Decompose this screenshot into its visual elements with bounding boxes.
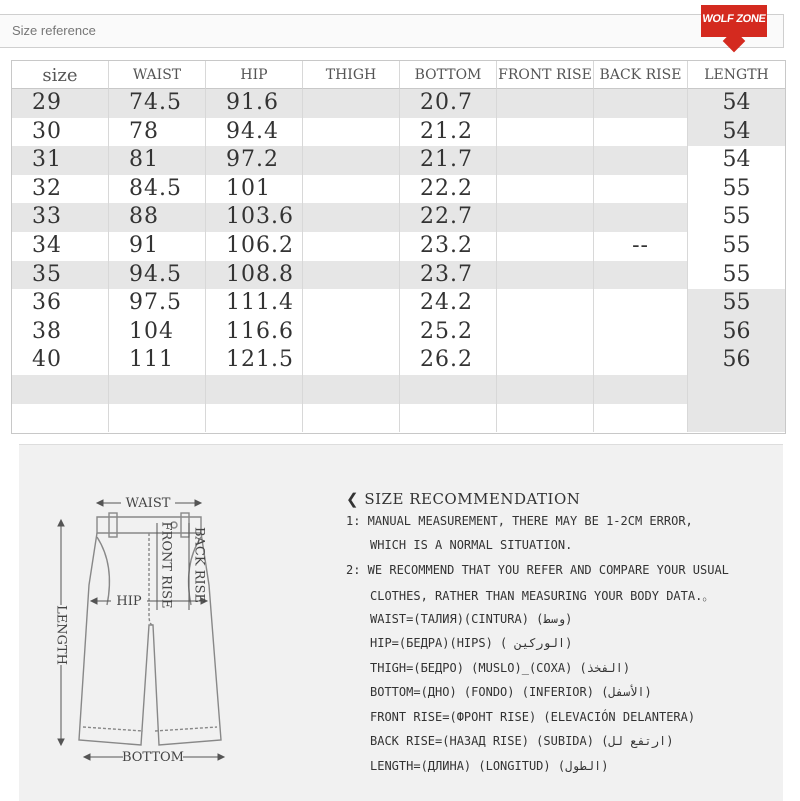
cell-length: 54 <box>722 90 751 115</box>
cell-bottom: 20.7 <box>420 90 473 115</box>
table-cell <box>12 146 109 175</box>
table-cell <box>12 203 109 232</box>
diagram-waist-label: WAIST <box>125 496 171 511</box>
cell-waist: 97.5 <box>129 290 182 316</box>
table-cell <box>303 346 400 375</box>
col-header-hip: HIP <box>240 67 268 83</box>
table-cell <box>109 318 206 347</box>
diagram-front-rise-label: FRONT RISE <box>158 521 174 609</box>
header-title: Size reference <box>12 23 96 38</box>
table-cell <box>12 118 109 147</box>
recommendation-title-text: SIZE RECOMMENDATION <box>364 490 581 508</box>
table-cell <box>497 89 594 118</box>
table-cell <box>303 118 400 147</box>
col-header-waist: WAIST <box>132 67 182 83</box>
table-cell <box>400 175 497 204</box>
cell-waist: 84.5 <box>129 175 182 201</box>
cell-waist: 88 <box>129 204 159 230</box>
table-cell <box>303 404 400 433</box>
table-cell <box>303 289 400 318</box>
cell-size: 36 <box>32 290 62 316</box>
table-row <box>12 346 785 375</box>
table-cell <box>497 118 594 147</box>
cell-bottom: 21.7 <box>420 147 473 173</box>
table-cell <box>594 404 688 433</box>
table-cell <box>206 203 303 232</box>
table-cell <box>400 346 497 375</box>
cell-waist: 94.5 <box>129 261 182 287</box>
recommendation-line: WAIST=(ТАЛИЯ)(CINTURA) (وسط) <box>370 612 573 626</box>
cell-waist: 78 <box>129 118 159 144</box>
table-cell <box>12 375 109 404</box>
table-cell <box>109 118 206 147</box>
table-cell <box>12 175 109 204</box>
recommendation-line: BACK RISE=(НАЗАД RISE) (SUBIDA) (ارتفع لل) <box>370 734 674 748</box>
cell-size: 38 <box>32 318 62 344</box>
table-cell <box>497 146 594 175</box>
table-cell <box>497 175 594 204</box>
table-cell <box>400 375 497 404</box>
col-header-thigh: THIGH <box>325 67 377 83</box>
cell-bottom: 24.2 <box>420 290 473 316</box>
table-cell <box>594 289 688 318</box>
table-cell <box>497 346 594 375</box>
recommendation-line: WHICH IS A NORMAL SITUATION. <box>370 538 573 552</box>
table-cell <box>109 261 206 290</box>
table-cell <box>497 289 594 318</box>
table-cell <box>12 89 109 118</box>
table-row <box>12 118 785 147</box>
diagram-length-label: LENGTH <box>53 605 69 665</box>
brand-logo <box>701 5 767 43</box>
cell-back-rise: -- <box>632 233 649 258</box>
table-cell <box>497 375 594 404</box>
recommendation-line: FRONT RISE=(ФРОНТ RISE) (ELEVACIÓN DELANTERA) <box>370 710 696 724</box>
recommendation-line: LENGTH=(ДЛИНА) (LONGITUD) (الطول) <box>370 759 609 773</box>
table-row <box>12 232 785 261</box>
cell-length: 56 <box>722 318 751 344</box>
table-cell <box>497 318 594 347</box>
cell-length: 54 <box>722 118 751 144</box>
table-cell <box>400 404 497 433</box>
table-cell <box>109 203 206 232</box>
col-header-length: LENGTH <box>704 67 769 83</box>
recommendation-line: HIP=(БЕДРА)(HIPS) ( الوركين) <box>370 636 573 650</box>
table-cell <box>497 232 594 261</box>
table-cell <box>206 318 303 347</box>
table-cell <box>497 261 594 290</box>
recommendation-line: CLOTHES, RATHER THAN MEASURING YOUR BODY DATA.。 <box>370 589 715 603</box>
cell-hip: 94.4 <box>226 118 279 144</box>
chevron-left-icon: ❮ <box>346 490 360 508</box>
table-cell <box>109 175 206 204</box>
cell-hip: 116.6 <box>226 318 294 344</box>
table-cell <box>497 404 594 433</box>
cell-size: 32 <box>32 175 62 201</box>
table-cell <box>594 232 688 261</box>
cell-bottom: 23.2 <box>420 233 473 258</box>
diagram-back-rise-label: BACK RISE <box>191 526 207 604</box>
table-cell <box>206 118 303 147</box>
table-cell <box>400 89 497 118</box>
cell-hip: 103.6 <box>226 204 294 230</box>
table-cell <box>303 203 400 232</box>
table-cell <box>400 289 497 318</box>
cell-size: 33 <box>32 204 62 230</box>
cell-size: 30 <box>32 118 62 144</box>
cell-waist: 91 <box>129 233 159 258</box>
col-header-size: size <box>42 65 78 86</box>
table-cell <box>303 375 400 404</box>
table-cell <box>12 261 109 290</box>
table-row <box>12 175 785 204</box>
cell-waist: 74.5 <box>129 90 182 115</box>
cell-bottom: 22.2 <box>420 175 473 201</box>
table-cell <box>594 261 688 290</box>
table-cell <box>303 89 400 118</box>
cell-waist: 104 <box>129 318 174 344</box>
cell-length: 55 <box>722 204 751 230</box>
table-row <box>12 318 785 347</box>
table-cell <box>400 118 497 147</box>
recommendation-title <box>346 490 580 508</box>
cell-hip: 108.8 <box>226 261 294 287</box>
cell-length: 56 <box>722 347 751 373</box>
table-cell <box>206 346 303 375</box>
cell-size: 40 <box>32 347 62 373</box>
table-cell <box>206 289 303 318</box>
table-cell <box>303 261 400 290</box>
recommendation-line: THIGH=(БЕДРО) (MUSLO)_(COXA) (الفخذ) <box>370 661 631 675</box>
table-cell <box>594 203 688 232</box>
table-cell <box>303 318 400 347</box>
header-bar <box>0 14 784 48</box>
cell-size: 35 <box>32 261 62 287</box>
table-cell <box>109 375 206 404</box>
col-header-bottom: BOTTOM <box>414 67 482 83</box>
col-header-front-rise: FRONT RISE <box>498 67 592 83</box>
cell-length: 55 <box>722 233 751 258</box>
table-cell <box>594 146 688 175</box>
table-cell <box>400 232 497 261</box>
cell-bottom: 23.7 <box>420 261 473 287</box>
table-row <box>12 146 785 175</box>
table-cell <box>206 175 303 204</box>
table-cell <box>303 175 400 204</box>
cell-length: 54 <box>722 147 751 173</box>
table-row <box>12 375 785 404</box>
table-cell <box>109 89 206 118</box>
table-cell <box>109 346 206 375</box>
cell-hip: 106.2 <box>226 233 294 258</box>
brand-logo-text: WOLF ZONE <box>701 13 767 25</box>
table-cell <box>109 146 206 175</box>
cell-size: 34 <box>32 233 62 258</box>
cell-bottom: 26.2 <box>420 347 473 373</box>
cell-bottom: 22.7 <box>420 204 473 230</box>
table-cell <box>206 261 303 290</box>
table-cell <box>594 118 688 147</box>
cell-size: 29 <box>32 90 62 115</box>
cell-waist: 111 <box>129 347 174 373</box>
recommendation-line: 2: WE RECOMMEND THAT YOU REFER AND COMPARE YOUR USUAL <box>346 563 729 577</box>
table-cell <box>497 203 594 232</box>
table-row <box>12 289 785 318</box>
table-row <box>12 89 785 118</box>
cell-bottom: 25.2 <box>420 318 473 344</box>
table-cell <box>594 346 688 375</box>
cell-waist: 81 <box>129 147 159 173</box>
table-cell <box>206 232 303 261</box>
col-header-back-rise: BACK RISE <box>599 67 682 83</box>
table-cell <box>12 232 109 261</box>
table-cell <box>400 203 497 232</box>
table-cell <box>594 375 688 404</box>
cell-bottom: 21.2 <box>420 118 473 144</box>
cell-hip: 121.5 <box>226 347 294 373</box>
table-cell <box>400 146 497 175</box>
cell-length: 55 <box>722 261 751 287</box>
table-cell <box>594 318 688 347</box>
table-cell <box>303 232 400 261</box>
table-cell <box>206 89 303 118</box>
cell-length: 55 <box>722 175 751 201</box>
table-cell <box>109 404 206 433</box>
table-cell <box>400 261 497 290</box>
table-header-row <box>12 61 785 89</box>
table-cell <box>206 375 303 404</box>
recommendation-line: BOTTOM=(ДНО) (FONDO) (INFERIOR) (الأسفل) <box>370 685 652 699</box>
cell-hip: 97.2 <box>226 147 279 173</box>
cell-hip: 91.6 <box>226 90 279 115</box>
table-cell <box>206 404 303 433</box>
cell-hip: 101 <box>226 175 271 201</box>
table-cell <box>109 232 206 261</box>
diagram-hip-label: HIP <box>116 594 142 609</box>
table-cell <box>12 404 109 433</box>
shorts-diagram <box>49 465 309 795</box>
table-cell <box>206 146 303 175</box>
table-cell <box>12 346 109 375</box>
table-cell <box>12 289 109 318</box>
cell-size: 31 <box>32 147 62 173</box>
table-cell <box>12 318 109 347</box>
size-table <box>11 60 786 434</box>
table-cell <box>109 289 206 318</box>
table-cell <box>303 146 400 175</box>
table-cell <box>400 318 497 347</box>
table-cell <box>594 175 688 204</box>
cell-length: 55 <box>722 290 751 316</box>
table-row <box>12 203 785 232</box>
recommendation-line: 1: MANUAL MEASUREMENT, THERE MAY BE 1-2CM ERROR, <box>346 514 693 528</box>
table-row <box>12 404 785 433</box>
table-cell <box>594 89 688 118</box>
table-row <box>12 261 785 290</box>
diagram-bottom-label: BOTTOM <box>121 750 185 765</box>
cell-hip: 111.4 <box>226 290 294 316</box>
